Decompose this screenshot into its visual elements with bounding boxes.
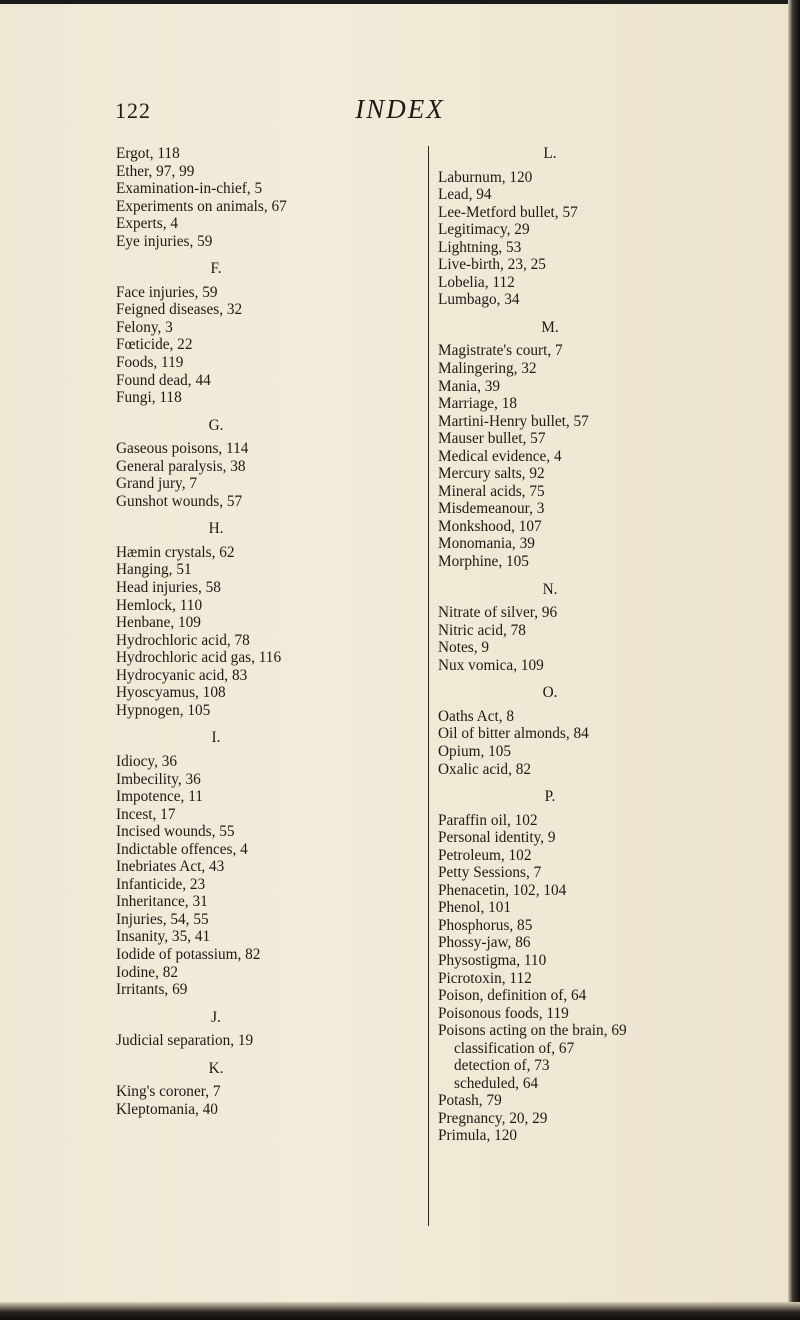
index-entry: Feigned diseases, 32 bbox=[116, 301, 243, 319]
index-section bbox=[438, 581, 758, 675]
section-letter: G. bbox=[208, 416, 224, 434]
index-section bbox=[116, 520, 436, 719]
page-number: 122 bbox=[115, 98, 151, 123]
index-entry: Insanity, 35, 41 bbox=[116, 928, 211, 946]
index-entry: Grand jury, 7 bbox=[116, 475, 197, 493]
running-head: INDEX bbox=[355, 94, 445, 124]
index-entry: Gunshot wounds, 57 bbox=[116, 492, 243, 510]
index-entry: Lee-Metford bullet, 57 bbox=[438, 203, 578, 221]
index-entry: Hæmin crystals, 62 bbox=[116, 543, 235, 561]
index-entry: Monkshood, 107 bbox=[438, 517, 542, 535]
column-divider bbox=[428, 146, 429, 1226]
index-entry: Oxalic acid, 82 bbox=[438, 760, 532, 778]
index-subentry: classification of, 67 bbox=[454, 1039, 575, 1057]
index-entry: Marriage, 18 bbox=[438, 395, 518, 413]
index-section bbox=[116, 145, 436, 250]
index-entry: Lead, 94 bbox=[438, 186, 492, 204]
index-entry: Legitimacy, 29 bbox=[438, 221, 530, 239]
index-entry: Examination-in-chief, 5 bbox=[116, 180, 263, 198]
index-entry: Foods, 119 bbox=[116, 354, 184, 372]
index-entry: Inheritance, 31 bbox=[116, 893, 208, 911]
index-entry: Hydrocyanic acid, 83 bbox=[116, 666, 248, 684]
section-letter: N. bbox=[542, 580, 558, 598]
index-entry: Experts, 4 bbox=[116, 215, 179, 233]
top-edge bbox=[0, 0, 800, 4]
index-entry: Inebriates Act, 43 bbox=[116, 858, 225, 876]
index-entry: Medical evidence, 4 bbox=[438, 447, 562, 465]
index-entry: Lumbago, 34 bbox=[438, 291, 520, 309]
index-entry: Ergot, 118 bbox=[116, 145, 180, 162]
index-entry: Magistrate's court, 7 bbox=[438, 342, 563, 360]
index-entry: Impotence, 11 bbox=[116, 788, 203, 806]
index-subentry: detection of, 73 bbox=[454, 1057, 550, 1075]
index-section bbox=[438, 684, 758, 778]
section-letter: O. bbox=[542, 684, 558, 702]
index-entry: Personal identity, 9 bbox=[438, 829, 556, 847]
index-entry: Hyoscyamus, 108 bbox=[116, 684, 226, 702]
index-entry: Fœticide, 22 bbox=[116, 336, 193, 354]
index-entry: General paralysis, 38 bbox=[116, 457, 246, 475]
index-entry: Judicial separation, 19 bbox=[116, 1032, 254, 1050]
section-letter: I. bbox=[211, 729, 221, 747]
index-entry: Head injuries, 58 bbox=[116, 579, 221, 597]
section-letter: M. bbox=[541, 318, 559, 336]
index-entry: Found dead, 44 bbox=[116, 371, 211, 389]
index-entry: King's coroner, 7 bbox=[116, 1083, 221, 1101]
index-entry: Oaths Act, 8 bbox=[438, 707, 515, 725]
index-entry: Incest, 17 bbox=[116, 805, 176, 823]
index-section bbox=[438, 145, 758, 309]
index-column-right bbox=[438, 145, 758, 1145]
page-edge-shadow bbox=[788, 0, 800, 1320]
index-entry: Primula, 120 bbox=[438, 1127, 518, 1145]
index-entry: Mania, 39 bbox=[438, 377, 501, 395]
index-entry: Morphine, 105 bbox=[438, 553, 529, 571]
section-letter: H. bbox=[208, 520, 224, 538]
index-entry: Nux vomica, 109 bbox=[438, 656, 544, 674]
index-entry: Hypnogen, 105 bbox=[116, 701, 211, 719]
index-entry: Lightning, 53 bbox=[438, 238, 522, 256]
index-entry: Poison, definition of, 64 bbox=[438, 987, 587, 1005]
index-entry: Hanging, 51 bbox=[116, 561, 192, 579]
section-letter: K. bbox=[208, 1059, 224, 1077]
index-section bbox=[438, 319, 758, 571]
index-entry: Hydrochloric acid gas, 116 bbox=[116, 649, 282, 667]
index-section bbox=[116, 417, 436, 511]
index-entry: Poisonous foods, 119 bbox=[438, 1004, 569, 1022]
index-entry: Paraffin oil, 102 bbox=[438, 811, 538, 829]
section-letter: P. bbox=[544, 788, 556, 806]
index-entry: Malingering, 32 bbox=[438, 360, 537, 378]
index-entry: Live-birth, 23, 25 bbox=[438, 256, 546, 274]
index-entry: Indictable offences, 4 bbox=[116, 840, 248, 858]
index-entry: Hydrochloric acid, 78 bbox=[116, 631, 250, 649]
section-letter: J. bbox=[211, 1008, 221, 1026]
index-entry: Felony, 3 bbox=[116, 318, 173, 336]
index-section bbox=[116, 1009, 436, 1050]
index-section bbox=[116, 1060, 436, 1119]
index-entry: Incised wounds, 55 bbox=[116, 823, 235, 841]
index-entry: Infanticide, 23 bbox=[116, 875, 206, 893]
index-entry: Experiments on animals, 67 bbox=[116, 197, 287, 215]
index-entry: Mauser bullet, 57 bbox=[438, 430, 546, 448]
index-entry: Phenol, 101 bbox=[438, 899, 512, 917]
index-entry: Nitric acid, 78 bbox=[438, 621, 526, 639]
index-entry: Henbane, 109 bbox=[116, 614, 201, 632]
index-section bbox=[116, 260, 436, 406]
index-entry: Physostigma, 110 bbox=[438, 951, 547, 969]
index-entry: Gaseous poisons, 114 bbox=[116, 440, 249, 458]
index-entry: Phenacetin, 102, 104 bbox=[438, 881, 567, 899]
index-entry: Imbecility, 36 bbox=[116, 770, 201, 788]
page-bottom-shadow bbox=[0, 1302, 800, 1320]
index-entry: Monomania, 39 bbox=[438, 535, 535, 553]
index-column-left bbox=[116, 145, 436, 1118]
index-entry: Mineral acids, 75 bbox=[438, 482, 545, 500]
index-entry: Eye injuries, 59 bbox=[116, 232, 213, 250]
index-entry: Injuries, 54, 55 bbox=[116, 910, 209, 928]
index-subentry: scheduled, 64 bbox=[454, 1074, 539, 1092]
index-entry: Hemlock, 110 bbox=[116, 596, 203, 614]
section-letter: L. bbox=[543, 145, 557, 162]
index-entry: Mercury salts, 92 bbox=[438, 465, 545, 483]
index-entry: Kleptomania, 40 bbox=[116, 1100, 218, 1118]
index-entry: Idiocy, 36 bbox=[116, 752, 178, 770]
index-entry: Martini-Henry bullet, 57 bbox=[438, 412, 589, 430]
index-entry: Notes, 9 bbox=[438, 639, 489, 657]
index-entry: Potash, 79 bbox=[438, 1092, 502, 1110]
index-entry: Lobelia, 112 bbox=[438, 273, 515, 291]
index-entry: Ether, 97, 99 bbox=[116, 162, 195, 180]
index-entry: Petty Sessions, 7 bbox=[438, 864, 542, 882]
index-entry: Laburnum, 120 bbox=[438, 168, 533, 186]
index-entry: Iodine, 82 bbox=[116, 963, 179, 981]
index-entry: Opium, 105 bbox=[438, 742, 512, 760]
index-entry: Irritants, 69 bbox=[116, 981, 188, 999]
section-letter: F. bbox=[210, 260, 222, 278]
index-section bbox=[116, 729, 436, 998]
index-entry: Petroleum, 102 bbox=[438, 846, 532, 864]
index-entry: Oil of bitter almonds, 84 bbox=[438, 725, 589, 743]
index-entry: Nitrate of silver, 96 bbox=[438, 604, 558, 622]
index-entry: Fungi, 118 bbox=[116, 389, 182, 407]
index-entry: Misdemeanour, 3 bbox=[438, 500, 545, 518]
index-entry: Phossy-jaw, 86 bbox=[438, 934, 531, 952]
index-entry: Face injuries, 59 bbox=[116, 283, 218, 301]
index-entry: Iodide of potassium, 82 bbox=[116, 945, 261, 963]
index-entry: Pregnancy, 20, 29 bbox=[438, 1109, 548, 1127]
index-section bbox=[438, 788, 758, 1145]
index-entry: Poisons acting on the brain, 69 bbox=[438, 1022, 627, 1040]
index-entry: Picrotoxin, 112 bbox=[438, 969, 532, 987]
index-entry: Phosphorus, 85 bbox=[438, 916, 533, 934]
